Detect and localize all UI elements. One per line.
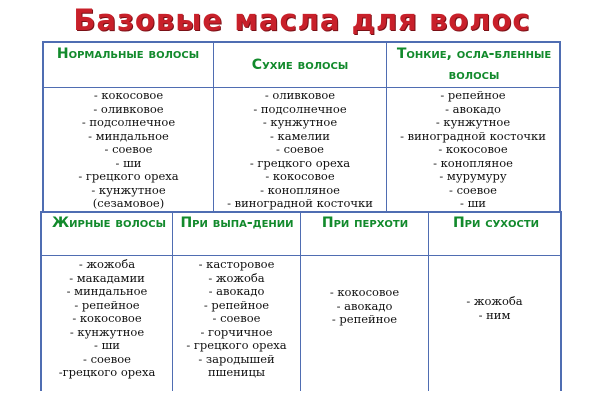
list-item: - кокосовое (72, 311, 142, 325)
list-item: - соевое (83, 351, 131, 366)
list-item: - кунжутное (69, 324, 145, 339)
list-item: - репейное (74, 297, 140, 312)
list-item: - кунжутное (435, 115, 511, 129)
list-item: - виноградной косточки (400, 128, 546, 143)
cell-normal-hair (44, 89, 213, 211)
list-item: - авокадо (336, 298, 393, 313)
list-item: - подсолнечное (253, 101, 347, 116)
list-item: - кокосовое (93, 88, 164, 102)
header-dandruff: При перхоти (321, 215, 409, 231)
list-item: - авокадо (208, 284, 265, 298)
list-item: - грецкого ореха (78, 169, 179, 183)
list-item: - кокосовое (438, 142, 508, 156)
list-item: (сезамовое) (92, 196, 165, 210)
table-border-right-top (559, 41, 561, 213)
cell-dryness (429, 295, 560, 322)
list-item: - репейное (203, 297, 270, 312)
list-item: - грецкого ореха (249, 155, 351, 170)
list-item: - соевое (276, 142, 324, 156)
list-item: - жожоба (208, 270, 265, 285)
header-dryness: При сухости (452, 215, 540, 231)
list-item: - соевое (449, 182, 497, 197)
list-item: - конопляное (433, 155, 513, 170)
header-oily-hair: Жирные волосы (52, 215, 166, 231)
list-item: - зародышей (198, 351, 275, 366)
header-dry-hair: Сухие волосы (251, 57, 349, 73)
list-item: - кокосовое (329, 285, 400, 299)
table-border-top (42, 41, 560, 43)
list-item: - кунжутное (91, 182, 166, 197)
list-item: - конопляное (260, 182, 340, 197)
table-divider-bottom-header (40, 255, 562, 256)
list-item: - кокосовое (265, 169, 335, 183)
cell-hair-loss (173, 258, 300, 380)
list-item: - миндальное (66, 284, 148, 298)
list-item: - оливковое (93, 101, 164, 116)
header-normal-hair: Нормальные волосы (56, 46, 200, 62)
list-item: - камелии (270, 128, 330, 143)
table-border-right-bottom (560, 211, 562, 391)
list-item: - ши (460, 196, 486, 210)
list-item: - ши (115, 155, 142, 170)
cell-dandruff (301, 286, 428, 327)
list-item: - ним (478, 307, 511, 322)
cell-dry-hair (214, 89, 386, 211)
list-item: - соевое (212, 311, 261, 325)
list-item: - подсолнечное (81, 115, 176, 129)
list-item: - кунжутное (262, 115, 338, 129)
list-item: - грецкого ореха (186, 338, 287, 352)
list-item: - ши (94, 338, 120, 352)
list-item: - мурумуру (439, 169, 507, 183)
list-item: - жожоба (466, 294, 523, 308)
list-item: - горчичное (200, 324, 273, 339)
list-item: пшеницы (207, 365, 266, 379)
list-item: - миндальное (88, 128, 169, 143)
list-item: - репейное (440, 88, 506, 102)
list-item: - оливковое (264, 88, 336, 102)
list-item: - макадамии (69, 270, 145, 285)
list-item: - виноградной косточки (227, 196, 373, 210)
page-title: Базовые масла для волос (73, 3, 531, 37)
cell-oily-hair (42, 258, 172, 380)
header-hair-loss: При выпа-дении (180, 215, 294, 231)
header-thin-weakened-hair: Тонкие, осла-бленные волосы (396, 46, 552, 83)
list-item: - жожоба (78, 257, 136, 271)
list-item: - соевое (104, 142, 153, 156)
list-item: - касторовое (198, 257, 275, 271)
list-item: -грецкого ореха (58, 365, 156, 379)
list-item: - репейное (331, 312, 398, 326)
cell-thin-weakened-hair (387, 89, 559, 211)
list-item: - авокадо (445, 101, 501, 116)
